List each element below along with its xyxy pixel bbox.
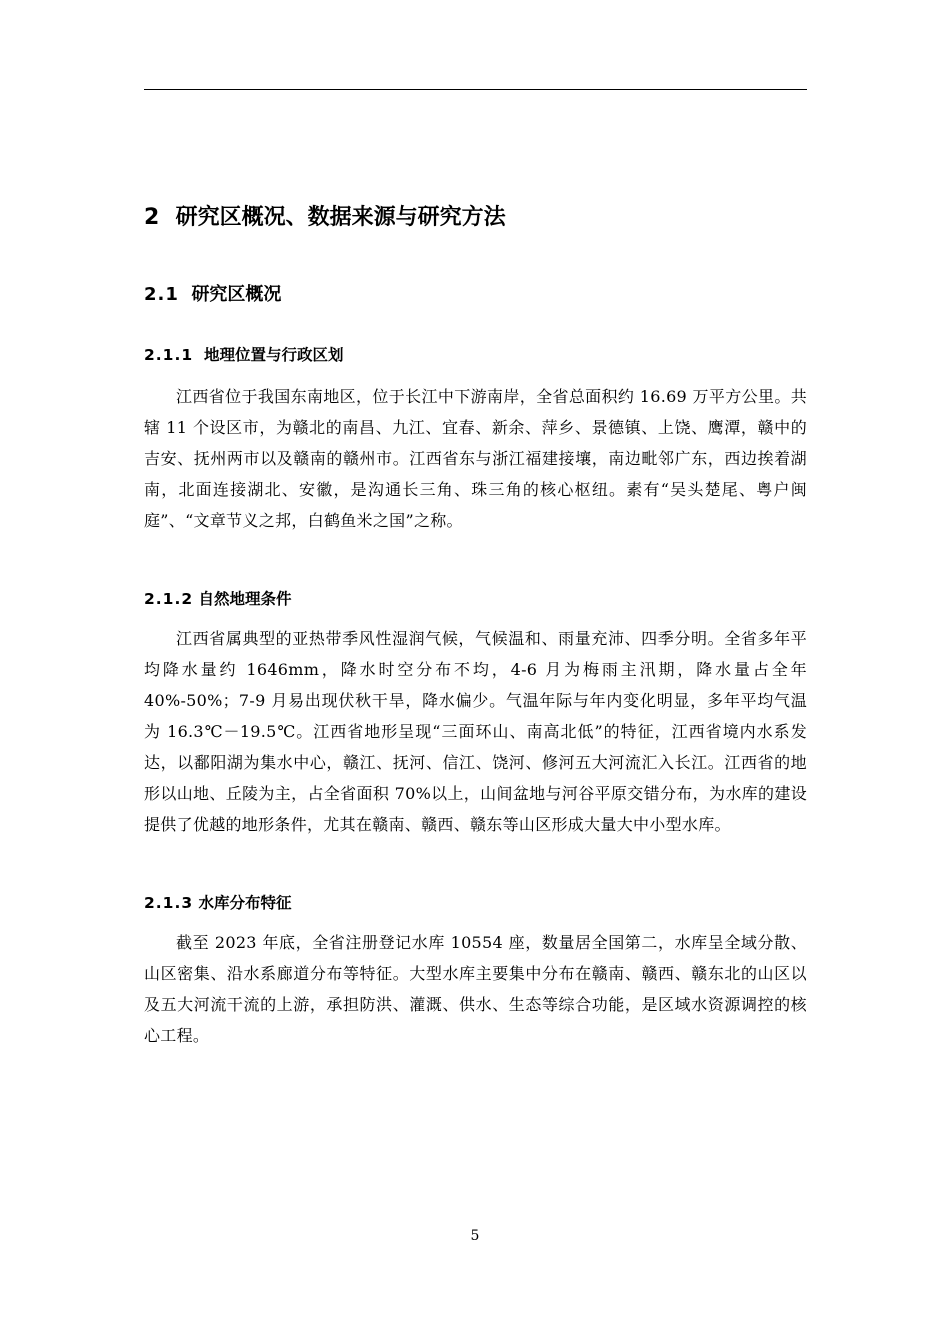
subsection-heading-2-1-2 — [144, 587, 292, 611]
subsection-number: 2.1.2 — [144, 590, 194, 608]
subsection-number: 2.1.1 — [144, 346, 194, 364]
subsection-title: 地理位置与行政区划 — [203, 346, 344, 364]
chapter-number: 2 — [144, 205, 161, 230]
paragraph-natural-conditions: 江西省属典型的亚热带季风性湿润气候，气候温和、雨量充沛、四季分明。全省多年平均降水量约 1646mm，降水时空分布不均，4-6 月为梅雨主汛期，降水量占全年 40%-50%；7-9 月易出现伏秋干旱，降水偏少。气温年际与年内变化明显，多年平均气温为 16.3℃－19.5℃。江西省地形呈现“三面环山、南高北低”的特征，江西省境内水系发达，以鄱阳湖为集水中心，赣江、抚河、信江、饶河、修河五大河流汇入长江。江西省的地形以山地、丘陵为主，占全省面积 70%以上，山间盆地与河谷平原交错分布，为水库的建设提供了优越的地形条件，尤其在赣南、赣西、赣东等山区形成大量大中小型水库。 — [144, 629, 807, 834]
header-rule — [144, 89, 807, 90]
page-number: 5 — [470, 1228, 480, 1244]
subsection-title: 自然地理条件 — [198, 590, 292, 608]
paragraph-reservoir-distribution: 截至 2023 年底，全省注册登记水库 10554 座，数量居全国第二，水库呈全域分散、山区密集、沿水系廊道分布等特征。大型水库主要集中分布在赣南、赣西、赣东北的山区以及五大河流干流的上游，承担防洪、灌溉、供水、生态等综合功能，是区域水资源调控的核心工程。 — [144, 933, 807, 1045]
subsection-heading-2-1-1 — [144, 343, 343, 367]
paragraph-geography: 江西省位于我国东南地区，位于长江中下游南岸，全省总面积约 16.69 万平方公里。共辖 11 个设区市，为赣北的南昌、九江、宜春、新余、萍乡、景德镇、上饶、鹰潭，赣中的吉安、抚州两市以及赣南的赣州市。江西省东与浙江福建接壤，南边毗邻广东，西边挨着湖南，北面连接湖北、安徽，是沟通长三角、珠三角的核心枢纽。素有“吴头楚尾、粤户闽庭”、“文章节义之邦，白鹤鱼米之国”之称。 — [144, 387, 807, 530]
subsection-title: 水库分布特征 — [198, 894, 292, 912]
section-title: 研究区概况 — [191, 284, 282, 305]
subsection-number: 2.1.3 — [144, 894, 194, 912]
subsection-heading-2-1-3 — [144, 891, 292, 915]
section-heading-2-1 — [144, 281, 281, 309]
chapter-title: 研究区概况、数据来源与研究方法 — [175, 205, 506, 230]
chapter-heading — [144, 202, 506, 234]
section-number: 2.1 — [144, 284, 179, 305]
